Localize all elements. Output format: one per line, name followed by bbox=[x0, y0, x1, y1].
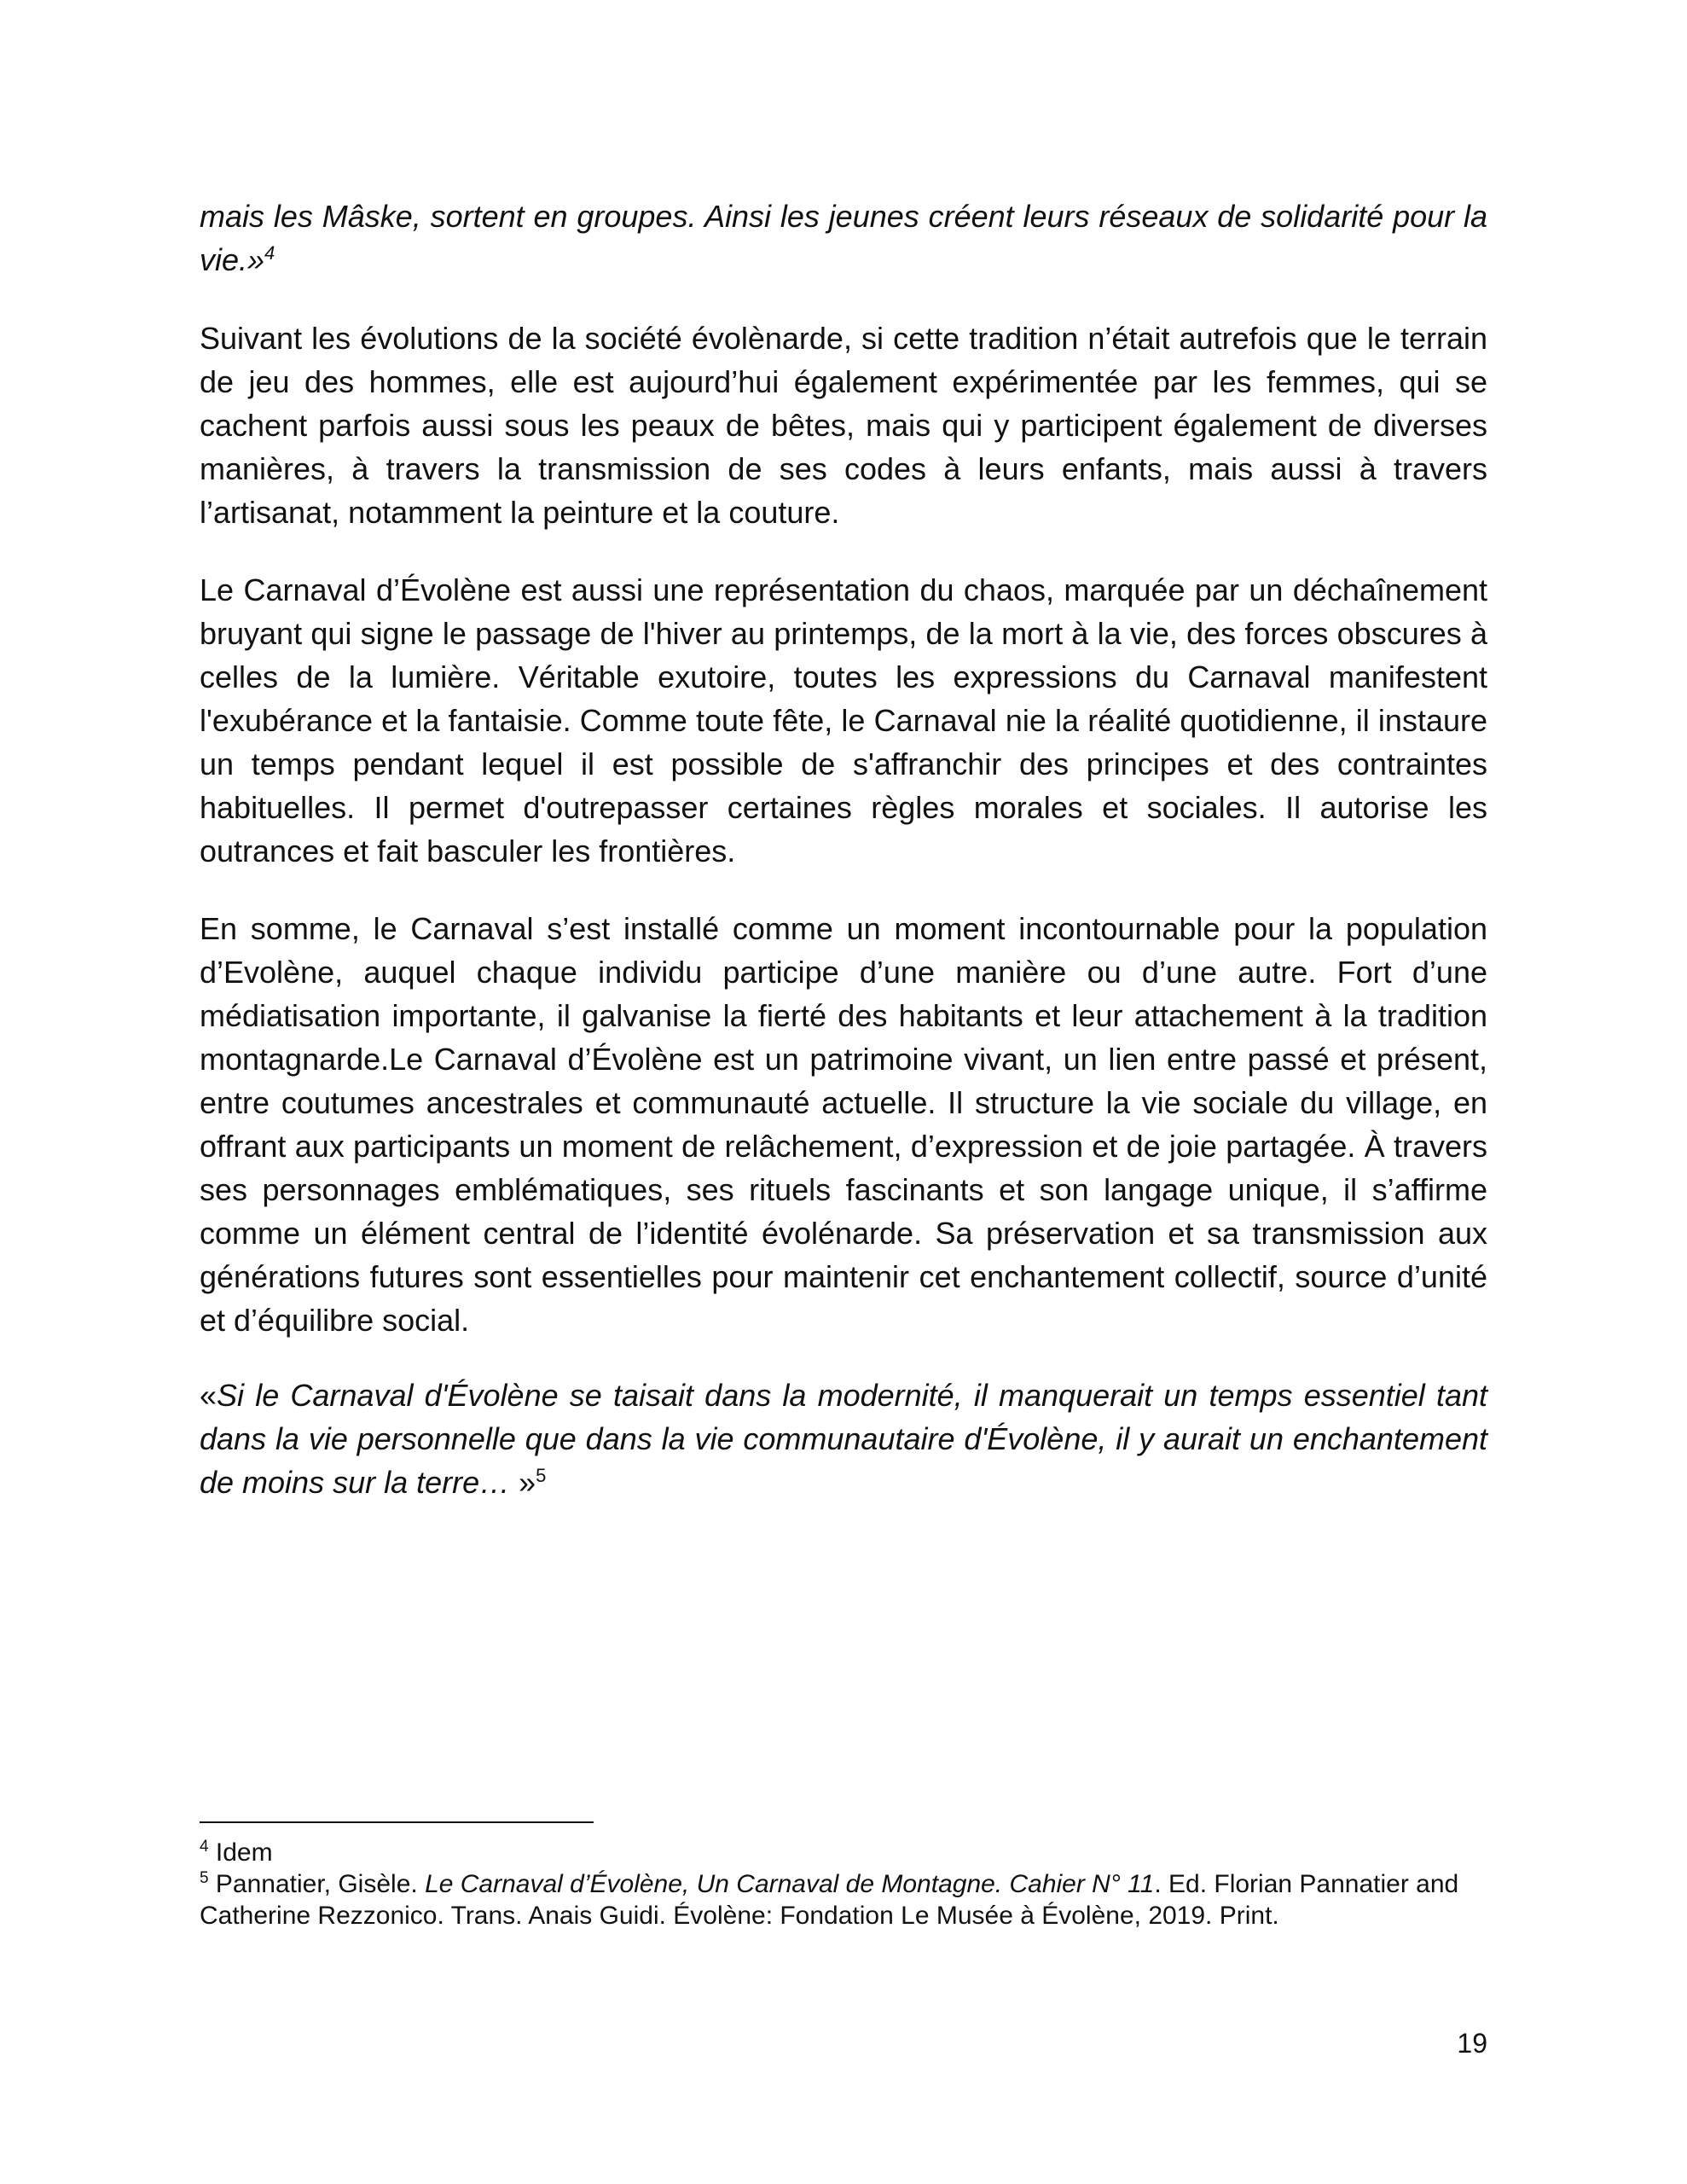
footnote-4 bbox=[200, 1837, 1487, 1868]
quote-close-mark: » bbox=[510, 1465, 536, 1500]
paragraph-chaos-representation: Le Carnaval d’Évolène est aussi une représentation du chaos, marquée par un déchaînement bruyant qui signe le passage de l'hiver au printemps, de la mort à la vie, des forces obscures à celles de la lumière. Véritable exutoire, toutes les expressions du Carnaval manifestent l'exubérance et la fantaisie. Comme toute fête, le Carnaval nie la réalité quotidienne, il instaure un temps pendant lequel il est possible de s'affranchir des principes et des contraintes habituelles. Il permet d'outrepasser certaines règles morales et sociales. Il autorise les outrances et fait basculer les frontières. bbox=[200, 572, 1487, 868]
quote-open-mark: « bbox=[200, 1378, 217, 1413]
footnote-book-title: Le Carnaval d’Évolène, Un Carnaval de Montagne. Cahier N° 11 bbox=[425, 1870, 1155, 1898]
paragraph-women-participation: Suivant les évolutions de la société évolènarde, si cette tradition n’était autrefois que le terrain de jeu des hommes, elle est aujourd’hui également expérimentée par les femmes, qui se cachent parfois aussi sous les peaux de bêtes, mais qui y participent également de diverses manières, à travers la transmission de ses codes à leurs enfants, mais aussi à travers l’artisanat, notamment la peinture et la couture. bbox=[200, 321, 1487, 530]
paragraph-text: mais les Mâske, sortent en groupes. Ainsi les jeunes créent leurs réseaux de solidarité pour la vie.» bbox=[200, 199, 1487, 277]
footnote-separator bbox=[200, 1821, 594, 1823]
closing-quote-text: Si le Carnaval d'Évolène se taisait dans la modernité, il manquerait un temps essentiel tant dans la vie personnelle que dans la vie communautaire d'Évolène, il y aurait un enchantement de moins sur la terre… bbox=[200, 1378, 1487, 1500]
page-number: 19 bbox=[1457, 2028, 1487, 2059]
paragraph-closing-quote bbox=[200, 1374, 1487, 1504]
footnote-author: Pannatier, Gisèle. bbox=[208, 1870, 426, 1898]
footnote-number: 4 bbox=[200, 1838, 209, 1856]
footnote-reference-4: 4 bbox=[264, 242, 275, 264]
footnote-publication-details: . Ed. Florian Pannatier and Catherine Rezzonico. Trans. Anais Guidi. Évolène: Fondation Le Musée à Évolène, 2019. Print. bbox=[200, 1870, 1459, 1930]
footnote-text: Idem bbox=[208, 1838, 273, 1867]
footnotes-section bbox=[200, 1837, 1487, 1931]
paragraph-conclusion: En somme, le Carnaval s’est installé comme un moment incontournable pour la population d’Evolène, auquel chaque individu participe d’une manière ou d’une autre. Fort d’une médiatisation importante, il galvanise la fierté des habitants et leur attachement à la tradition montagnarde.Le Carnaval d’Évolène est un patrimoine vivant, un lien entre passé et présent, entre coutumes ancestrales et communauté actuelle. Il structure la vie sociale du village, en offrant aux participants un moment de relâchement, d’expression et de joie partagée. À travers ses personnages emblématiques, ses rituels fascinants et son langage unique, il s’affirme comme un élément central de l’identité évolénarde. Sa préservation et sa transmission aux générations futures sont essentielles pour maintenir cet enchantement collectif, source d’unité et d’équilibre social. bbox=[200, 911, 1487, 1338]
footnote-number: 5 bbox=[200, 1869, 209, 1887]
paragraph-quote-continuation bbox=[200, 195, 1487, 282]
footnote-5 bbox=[200, 1868, 1487, 1931]
footnote-reference-5: 5 bbox=[536, 1465, 547, 1486]
